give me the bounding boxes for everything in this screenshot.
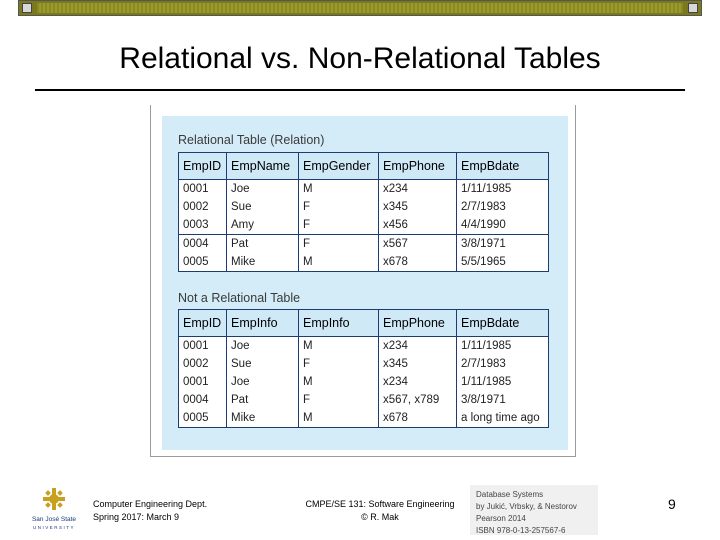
table-cell: M <box>299 180 379 199</box>
table-cell: F <box>299 216 379 235</box>
column-header: EmpGender <box>299 153 379 180</box>
column-header: EmpID <box>179 153 227 180</box>
column-header: EmpBdate <box>457 153 549 180</box>
bar-pattern <box>37 3 683 13</box>
table-cell: 0005 <box>179 253 227 272</box>
table-cell: 0001 <box>179 337 227 356</box>
table-cell: 0005 <box>179 409 227 428</box>
bar-square-left <box>22 3 32 13</box>
column-header: EmpName <box>227 153 299 180</box>
table-cell: 0001 <box>179 373 227 391</box>
table-cell: F <box>299 198 379 216</box>
table-cell: 0004 <box>179 391 227 409</box>
slide-title: Relational vs. Non-Relational Tables <box>119 42 601 75</box>
logo-text-bottom: UNIVERSITY <box>32 525 76 530</box>
column-header: EmpID <box>179 310 227 337</box>
table-row <box>179 180 549 199</box>
footer-course-name: CMPE/SE 131: Software Engineering <box>305 499 455 509</box>
table-cell: Mike <box>227 409 299 428</box>
table-cell: 5/5/1965 <box>457 253 549 272</box>
table-cell: 1/11/1985 <box>457 373 549 391</box>
table-cell: M <box>299 409 379 428</box>
table-cell: M <box>299 373 379 391</box>
table-cell: F <box>299 391 379 409</box>
citation-isbn: ISBN 978-0-13-257567-6 <box>476 526 566 535</box>
table-cell: Mike <box>227 253 299 272</box>
footer-copyright: © R. Mak <box>361 512 399 522</box>
table-cell: Sue <box>227 355 299 373</box>
table-row <box>179 409 549 428</box>
footer-course-info <box>93 498 207 524</box>
table-cell: x345 <box>379 198 457 216</box>
citation-publisher: Pearson 2014 <box>476 514 526 523</box>
table-cell: F <box>299 235 379 254</box>
table-cell: Joe <box>227 180 299 199</box>
bar-square-right <box>688 3 698 13</box>
table-header-row <box>179 153 549 180</box>
table-cell: 2/7/1983 <box>457 198 549 216</box>
table-cell: 3/8/1971 <box>457 235 549 254</box>
table-cell: F <box>299 355 379 373</box>
table-cell: M <box>299 253 379 272</box>
table-cell: x234 <box>379 180 457 199</box>
footer-date: Spring 2017: March 9 <box>93 512 180 522</box>
logo-text-top: San José State <box>31 516 77 523</box>
table-cell: 4/4/1990 <box>457 216 549 235</box>
non-relational-table-heading: Not a Relational Table <box>178 291 301 305</box>
table-cell: 0002 <box>179 355 227 373</box>
sjsu-logo <box>28 486 80 532</box>
table-cell: x345 <box>379 355 457 373</box>
table-row <box>179 216 549 235</box>
relational-table-heading: Relational Table (Relation) <box>178 133 325 147</box>
table-cell: Pat <box>227 391 299 409</box>
table-cell: x678 <box>379 409 457 428</box>
table-cell: x567, x789 <box>379 391 457 409</box>
table-row <box>179 235 549 254</box>
table-cell: x567 <box>379 235 457 254</box>
top-decorative-bar <box>18 0 702 16</box>
table-cell: Sue <box>227 198 299 216</box>
column-header: EmpInfo <box>227 310 299 337</box>
table-header-row <box>179 310 549 337</box>
table-cell: x234 <box>379 373 457 391</box>
table-cell: x678 <box>379 253 457 272</box>
table-row <box>179 355 549 373</box>
table-cell: Joe <box>227 337 299 356</box>
table-cell: 1/11/1985 <box>457 180 549 199</box>
column-header: EmpInfo <box>299 310 379 337</box>
table-row <box>179 337 549 356</box>
table-row <box>179 391 549 409</box>
table-cell: 0001 <box>179 180 227 199</box>
non-relational-table <box>178 309 549 428</box>
table-cell: 3/8/1971 <box>457 391 549 409</box>
table-cell: 2/7/1983 <box>457 355 549 373</box>
column-header: EmpPhone <box>379 153 457 180</box>
column-header: EmpBdate <box>457 310 549 337</box>
title-underline <box>35 89 685 91</box>
table-cell: Pat <box>227 235 299 254</box>
citation-box <box>470 485 598 535</box>
page-number: 9 <box>668 496 676 512</box>
table-cell: Amy <box>227 216 299 235</box>
footer-dept: Computer Engineering Dept. <box>93 499 208 509</box>
table-cell: 1/11/1985 <box>457 337 549 356</box>
table-cell: x234 <box>379 337 457 356</box>
table-cell: Joe <box>227 373 299 391</box>
table-cell: a long time ago <box>457 409 549 428</box>
column-header: EmpPhone <box>379 310 457 337</box>
table-row <box>179 198 549 216</box>
table-cell: 0002 <box>179 198 227 216</box>
citation-title: Database Systems <box>476 490 544 499</box>
citation-authors: by Jukić, Vrbsky, & Nestorov <box>476 502 577 511</box>
table-cell: x456 <box>379 216 457 235</box>
table-cell: 0003 <box>179 216 227 235</box>
footer-course-title <box>290 498 470 524</box>
table-cell: M <box>299 337 379 356</box>
table-cell: 0004 <box>179 235 227 254</box>
relational-table <box>178 152 549 272</box>
table-row <box>179 373 549 391</box>
table-row <box>179 253 549 272</box>
